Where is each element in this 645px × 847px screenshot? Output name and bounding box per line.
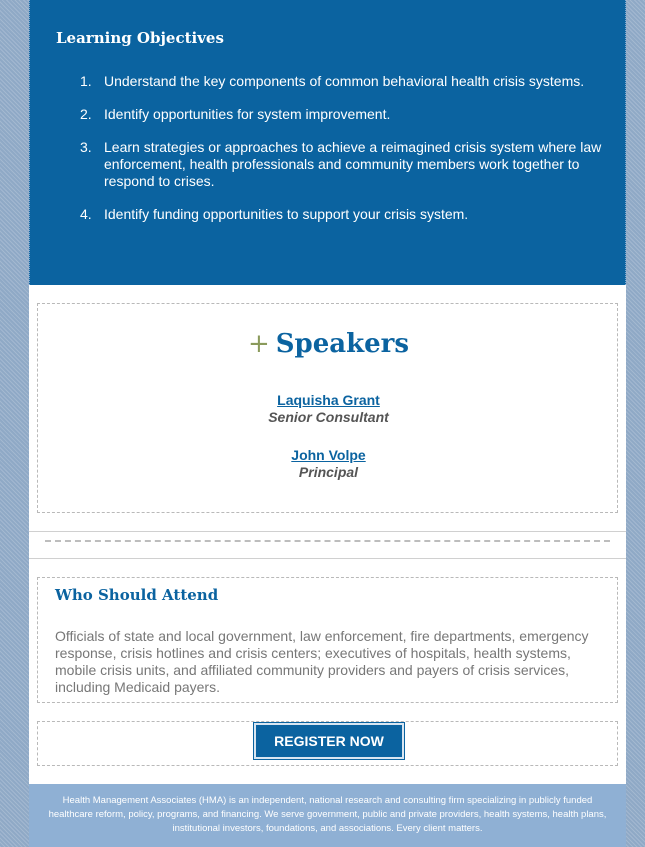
- speaker-role: Principal: [298, 464, 359, 480]
- footer: [29, 784, 626, 847]
- register-now-button[interactable]: REGISTER NOW: [254, 723, 404, 759]
- speaker-name-link[interactable]: Laquisha Grant: [277, 392, 380, 408]
- learning-objectives-list: [78, 73, 608, 239]
- objective-item: [78, 206, 608, 223]
- plus-icon: +: [247, 329, 270, 359]
- speakers-title-text: Speakers: [275, 329, 410, 359]
- objective-item: [78, 106, 608, 123]
- objective-text: Understand the key components of common behavioral health crisis systems.: [104, 73, 585, 89]
- speaker-name-link[interactable]: John Volpe: [291, 447, 366, 463]
- register-section: [37, 721, 618, 766]
- objective-text: Identify opportunities for system improvement.: [104, 106, 391, 122]
- objective-item: [78, 73, 608, 90]
- who-should-attend-section: [37, 577, 618, 703]
- speakers-section: [37, 303, 618, 513]
- objective-item: [78, 139, 608, 190]
- speakers-title: [38, 329, 619, 359]
- speaker-entry: [38, 447, 619, 481]
- objective-number: 3.: [80, 139, 92, 155]
- who-should-attend-title: Who Should Attend: [55, 586, 219, 604]
- objective-number: 2.: [80, 106, 92, 122]
- who-should-attend-text: Officials of state and local government, law enforcement, fire departments, emergency response, crisis hotlines and crisis centers; executives of hospitals, health systems, mobile crisis units, and affiliated community providers and payers of crisis services, including Medicaid payers.: [55, 628, 589, 695]
- learning-objectives-title: Learning Objectives: [56, 29, 224, 47]
- speaker-entry: [38, 392, 619, 426]
- objective-number: 1.: [80, 73, 92, 89]
- dashed-divider-line: [45, 540, 610, 542]
- objective-text: Learn strategies or approaches to achieve a reimagined crisis system where law enforcement, health professionals and community members work together to respond to crises.: [104, 139, 602, 189]
- objective-number: 4.: [80, 206, 92, 222]
- section-divider: [29, 531, 626, 559]
- speaker-role: Senior Consultant: [268, 409, 389, 425]
- learning-objectives-section: [29, 0, 626, 285]
- footer-text: Health Management Associates (HMA) is an independent, national research and consulting firm specializing in publicly funded healthcare reform, policy, programs, and financing. We serve government, public and private providers, health systems, health plans, institutional investors, foundations, and associations. Every client matters.: [48, 795, 607, 834]
- objective-text: Identify funding opportunities to support your crisis system.: [104, 206, 469, 222]
- email-body: [29, 0, 626, 847]
